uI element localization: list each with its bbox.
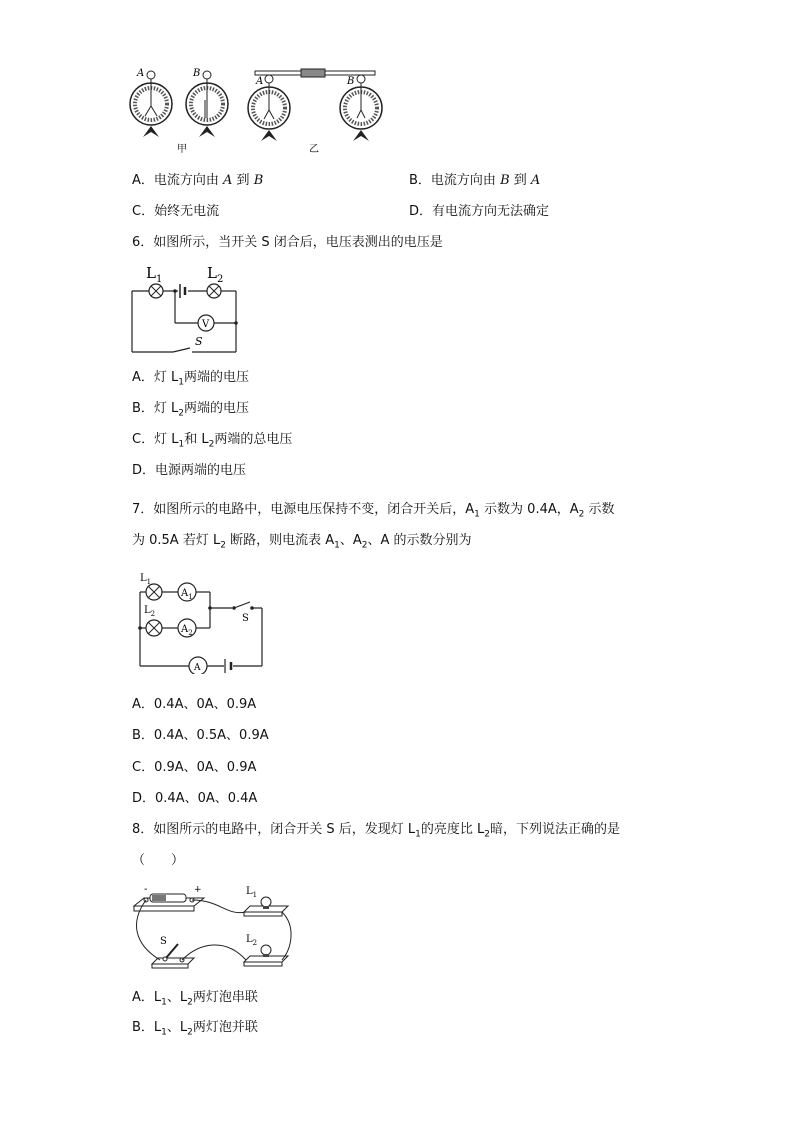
label-b-jia: B: [193, 68, 201, 79]
q7-option-c[interactable]: C．0.9A、0A、0.9A: [132, 760, 257, 775]
q8-option-b[interactable]: B．$L_1$、$L_2$两灯泡并联: [132, 1020, 258, 1038]
lamp-l1: [149, 284, 163, 298]
q5-option-a[interactable]: A．电流方向由 A 到 B: [132, 173, 264, 188]
voltmeter: [198, 315, 214, 331]
switch-board: [152, 936, 194, 968]
q8-physical-circuit-figure: [130, 882, 300, 974]
q8-stem: 8．如图所示的电路中，闭合开关 S 后，发现灯 $L_1$的亮度比 $L_2$暗，下列说法正确的是: [132, 822, 621, 840]
lamp-l1: [146, 584, 162, 600]
q5-option-d[interactable]: D．有电流方向无法确定: [409, 204, 550, 219]
switch-label: S: [160, 936, 167, 947]
electroscope-yi-a: [248, 75, 290, 141]
ammeter-a1: [178, 583, 196, 601]
q6-stem: 6．如图所示，当开关 S 闭合后，电压表测出的电压是: [132, 235, 443, 250]
electroscope-yi-b: [340, 75, 382, 141]
ammeter-a-main: [189, 657, 207, 674]
q7-option-a[interactable]: A．0.4A、0A、0.9A: [132, 697, 257, 712]
switch-label: S: [195, 335, 203, 348]
battery-board: [134, 884, 204, 911]
electroscope-jia-b: [186, 68, 228, 137]
svg-text:L2: $L_2$: [246, 934, 258, 947]
q7-option-d[interactable]: D．0.4A、0A、0.4A: [132, 791, 258, 806]
svg-text:A1: $A_1$: [181, 588, 193, 601]
q8-option-a[interactable]: A．$L_1$、$L_2$两灯泡串联: [132, 990, 258, 1008]
svg-text:A: A: [194, 663, 201, 673]
switch-label: S: [242, 613, 249, 624]
label-a-jia: A: [137, 68, 145, 79]
q7-circuit-figure: [134, 568, 268, 674]
svg-text:A2: $A_2$: [181, 624, 193, 637]
svg-text:L1: $L_1$: [140, 573, 152, 586]
lamp-l2-board: [244, 934, 288, 966]
label-a-yi: A: [256, 76, 264, 87]
q6-option-c[interactable]: C．灯 $L_1$和 $L_2$两端的总电压: [132, 432, 293, 450]
q6-option-d[interactable]: D．电源两端的电压: [132, 463, 247, 478]
svg-text:L1: $L_1$: [146, 264, 163, 285]
q7-option-b[interactable]: B．0.4A、0.5A、0.9A: [132, 728, 269, 743]
svg-text:L2: $L_2$: [144, 605, 156, 618]
q8-answer-blank: （ ）: [132, 853, 185, 868]
ammeter-a2: [178, 619, 196, 637]
electroscope-jia-a: [130, 68, 172, 137]
q6-option-b[interactable]: B．灯 $L_2$两端的电压: [132, 401, 250, 419]
label-jia: 甲: [177, 144, 187, 155]
q6-circuit-figure: [128, 262, 244, 358]
q6-option-a[interactable]: A．灯 $L_1$两端的电压: [132, 370, 250, 388]
q7-stem-line1: 7．如图所示的电路中，电源电压保持不变，闭合开关后，$A_1$ 示数为 0.4A，$A_2$ 示数: [132, 502, 615, 520]
lamp-l1-board: [244, 886, 288, 916]
lamp-l2: [146, 620, 162, 636]
lamp-l2: [207, 284, 221, 298]
q5-figure-electroscopes: [125, 60, 395, 160]
q5-option-c[interactable]: C．始终无电流: [132, 204, 220, 219]
rod-handle: [301, 69, 325, 77]
label-yi: 乙: [309, 144, 319, 155]
q5-option-b[interactable]: B．电流方向由 B 到 A: [409, 173, 541, 188]
svg-text:L1: $L_1$: [246, 886, 258, 899]
label-b-yi: B: [347, 76, 355, 87]
svg-text:+: +: [194, 885, 202, 895]
svg-text:L2: $L_2$: [207, 264, 224, 285]
svg-text:V: V: [202, 319, 210, 330]
q7-stem-line2: 为 0.5A 若灯 $L_2$ 断路，则电流表 $A_1$、$A_2$、A 的示数分别为: [132, 533, 472, 551]
svg-text:-: -: [144, 884, 148, 895]
